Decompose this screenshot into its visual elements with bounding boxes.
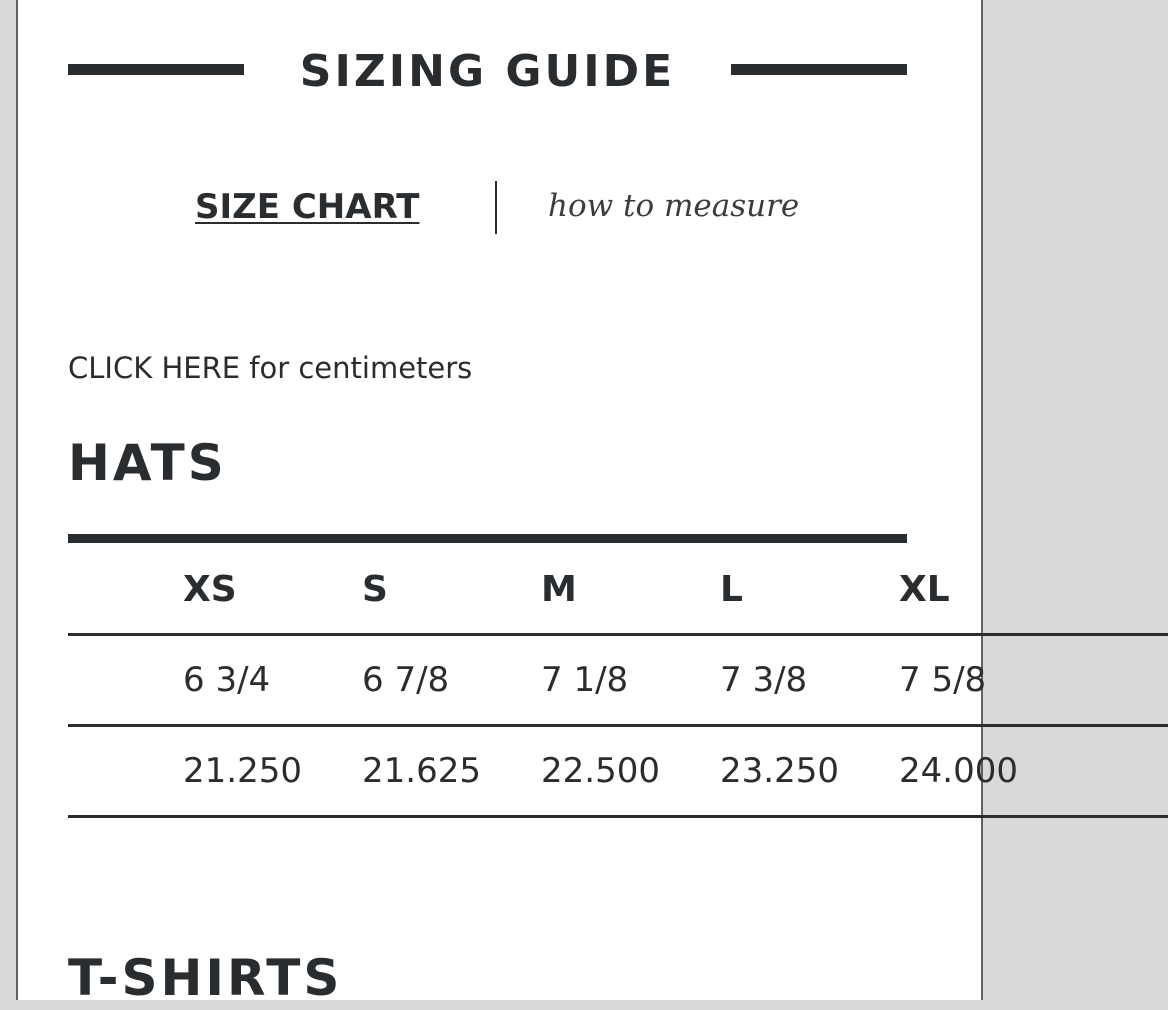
hats-section-title: HATS [68, 434, 227, 492]
table-cell: 23.250 [720, 751, 839, 791]
tab-how-to-measure[interactable]: how to measure [548, 188, 800, 224]
title-rule-left [68, 64, 244, 75]
table-header-row [68, 543, 1168, 636]
column-header-m: M [541, 569, 577, 610]
hats-size-table [68, 534, 1018, 818]
column-header-s: S [362, 569, 388, 610]
centimeters-toggle-link[interactable]: CLICK HERE for centimeters [68, 351, 473, 385]
table-row [68, 636, 1168, 727]
table-cell: 6 3/4 [183, 660, 271, 700]
tab-divider [495, 181, 497, 234]
table-cell: 22.500 [541, 751, 660, 791]
tshirts-section-title: T-SHIRTS [68, 949, 343, 1007]
table-row [68, 727, 1168, 818]
column-header-xs: XS [183, 569, 237, 610]
title-rule-right [731, 64, 907, 75]
table-cell: 6 7/8 [362, 660, 450, 700]
table-top-rule [68, 534, 907, 543]
column-header-xl: XL [899, 569, 950, 610]
tab-size-chart[interactable]: SIZE CHART [195, 187, 420, 227]
table-cell: 21.625 [362, 751, 481, 791]
table-cell: 7 5/8 [899, 660, 987, 700]
column-header-l: L [720, 569, 743, 610]
sizing-guide-panel [16, 0, 1018, 1007]
table-cell: 21.250 [183, 751, 302, 791]
table-cell: 7 3/8 [720, 660, 808, 700]
page-title: SIZING GUIDE [299, 46, 676, 97]
table-cell: 24.000 [899, 751, 1018, 791]
table-cell: 7 1/8 [541, 660, 629, 700]
